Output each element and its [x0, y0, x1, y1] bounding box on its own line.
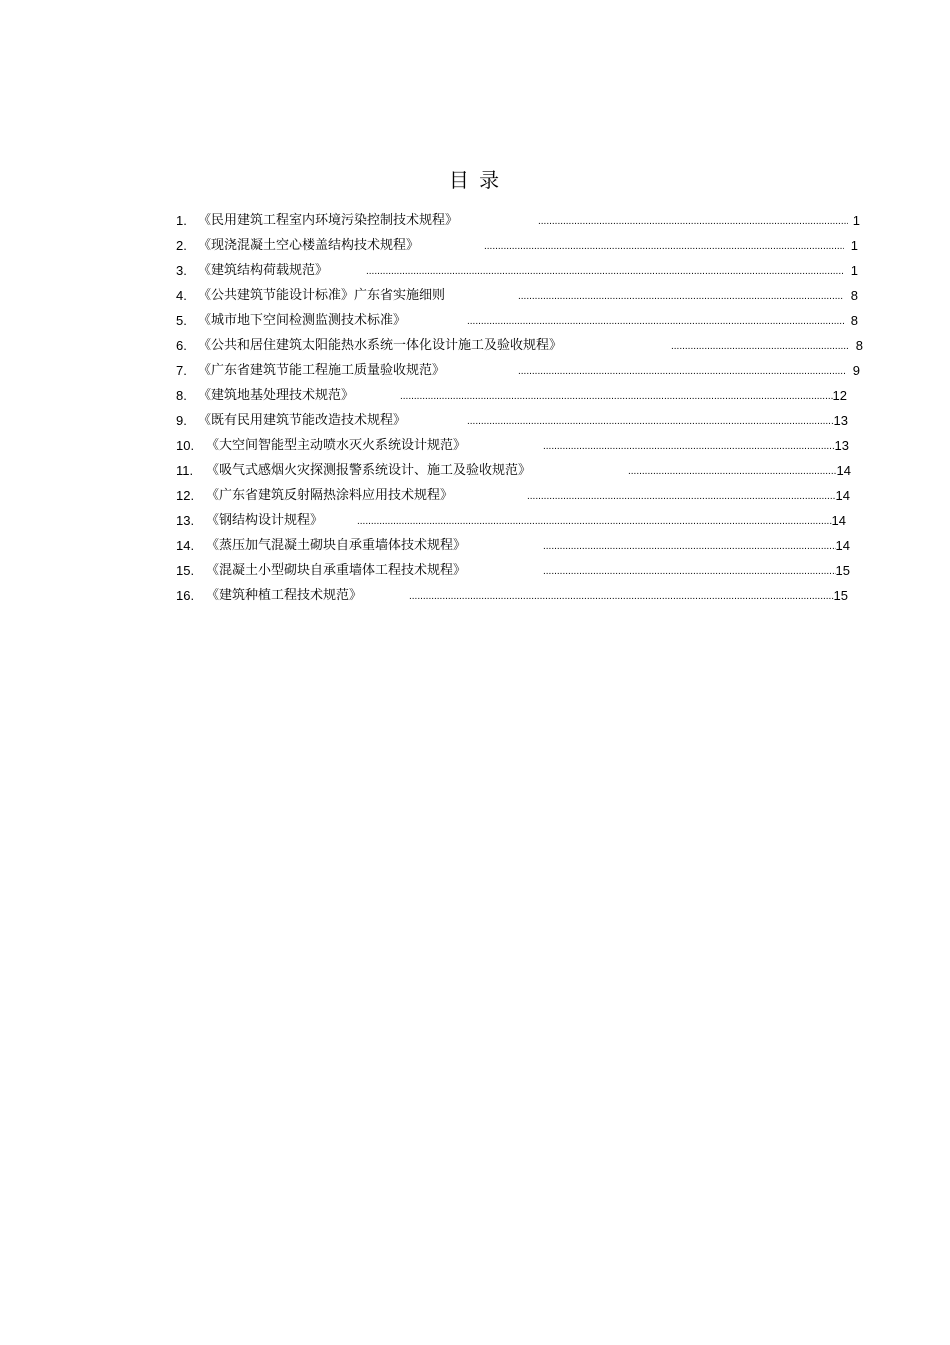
toc-entry[interactable] — [176, 583, 876, 608]
toc-entry-page: 14 — [835, 538, 850, 553]
toc-dot-leader — [543, 433, 835, 458]
toc-entry[interactable] — [176, 358, 876, 383]
toc-entry-title: 《现浇混凝土空心楼盖结构技术规程》 — [198, 238, 420, 253]
toc-entry-number: 12. — [176, 488, 195, 503]
toc-entry-title: 《钢结构设计规程》 — [206, 513, 324, 528]
toc-entry-page: 14 — [835, 488, 850, 503]
toc-dot-leader — [518, 283, 844, 308]
toc-entry[interactable] — [176, 408, 876, 433]
toc-entry-number: 16. — [176, 588, 195, 603]
toc-entry-title: 《混凝土小型砌块自承重墙体工程技术规程》 — [206, 563, 467, 578]
toc-dot-leader — [357, 508, 832, 533]
toc-entry-title: 《吸气式感烟火灾探测报警系统设计、施工及验收规范》 — [206, 463, 532, 478]
toc-entry-title: 《公共和居住建筑太阳能热水系统一体化设计施工及验收规程》 — [198, 338, 563, 353]
toc-entry[interactable] — [176, 258, 876, 283]
toc-entry-title: 《民用建筑工程室内环境污染控制技术规程》 — [198, 213, 459, 228]
toc-entry-page: 13 — [834, 438, 849, 453]
toc-entry-number: 4. — [176, 288, 187, 303]
toc-entry-title: 《广东省建筑节能工程施工质量验收规范》 — [198, 363, 446, 378]
toc-entry-title: 《既有民用建筑节能改造技术规程》 — [198, 413, 407, 428]
toc-entry-number: 14. — [176, 538, 195, 553]
toc-dot-leader — [400, 383, 833, 408]
toc-entry-title: 《建筑结构荷载规范》 — [198, 263, 329, 278]
toc-entry-number: 5. — [176, 313, 187, 328]
toc-entry-title: 《城市地下空间检测监测技术标准》 — [198, 313, 407, 328]
toc-dot-leader — [467, 408, 834, 433]
toc-entry-number: 1. — [176, 213, 187, 228]
toc-title: 目 录 — [448, 168, 502, 192]
toc-entry[interactable] — [176, 558, 876, 583]
toc-dot-leader — [409, 583, 834, 608]
toc-entry-page: 12 — [832, 388, 847, 403]
toc-entry-title: 《公共建筑节能设计标准》广东省实施细则 — [198, 288, 446, 303]
toc-dot-leader — [527, 483, 836, 508]
toc-entry[interactable] — [176, 283, 876, 308]
toc-entry-number: 11. — [176, 463, 194, 478]
toc-entry-page: 1 — [852, 213, 860, 228]
toc-entry[interactable] — [176, 508, 876, 533]
toc-entry-number: 8. — [176, 388, 187, 403]
toc-dot-leader — [538, 208, 848, 233]
toc-entry-number: 2. — [176, 238, 187, 253]
toc-entry[interactable] — [176, 233, 876, 258]
toc-dot-leader — [467, 308, 844, 333]
toc-entry[interactable] — [176, 333, 876, 358]
toc-entry-title: 《大空间智能型主动喷水灭火系统设计规范》 — [206, 438, 467, 453]
toc-entry-page: 14 — [831, 513, 846, 528]
toc-entry-page: 8 — [850, 288, 858, 303]
toc-entry-title: 《蒸压加气混凝土砌块自承重墙体技术规程》 — [206, 538, 467, 553]
toc-dot-leader — [484, 233, 844, 258]
toc-entry-number: 6. — [176, 338, 187, 353]
toc-entry-page: 13 — [833, 413, 848, 428]
toc-dot-leader — [366, 258, 843, 283]
toc-entry-page: 9 — [852, 363, 860, 378]
toc-entry-page: 1 — [850, 238, 858, 253]
toc-dot-leader — [671, 333, 849, 358]
toc-entry[interactable] — [176, 308, 876, 333]
toc-entry-page: 14 — [836, 463, 851, 478]
toc-list — [176, 208, 876, 608]
toc-entry-title: 《建筑种植工程技术规范》 — [206, 588, 363, 603]
toc-entry[interactable] — [176, 458, 876, 483]
toc-entry[interactable] — [176, 533, 876, 558]
toc-entry[interactable] — [176, 483, 876, 508]
toc-entry-number: 3. — [176, 263, 187, 278]
toc-entry-title: 《建筑地基处理技术规范》 — [198, 388, 355, 403]
toc-entry-number: 9. — [176, 413, 187, 428]
toc-entry-number: 7. — [176, 363, 187, 378]
toc-entry-title: 《广东省建筑反射隔热涂料应用技术规程》 — [206, 488, 454, 503]
toc-entry[interactable] — [176, 208, 876, 233]
toc-entry[interactable] — [176, 383, 876, 408]
toc-dot-leader — [628, 458, 837, 483]
toc-dot-leader — [543, 533, 836, 558]
toc-entry-page: 15 — [835, 563, 850, 578]
toc-entry-page: 8 — [850, 313, 858, 328]
toc-entry[interactable] — [176, 433, 876, 458]
toc-entry-page: 8 — [855, 338, 863, 353]
toc-entry-page: 1 — [850, 263, 858, 278]
toc-dot-leader — [543, 558, 836, 583]
toc-entry-number: 10. — [176, 438, 195, 453]
toc-entry-number: 15. — [176, 563, 195, 578]
toc-entry-number: 13. — [176, 513, 195, 528]
toc-dot-leader — [518, 358, 846, 383]
toc-entry-page: 15 — [833, 588, 848, 603]
